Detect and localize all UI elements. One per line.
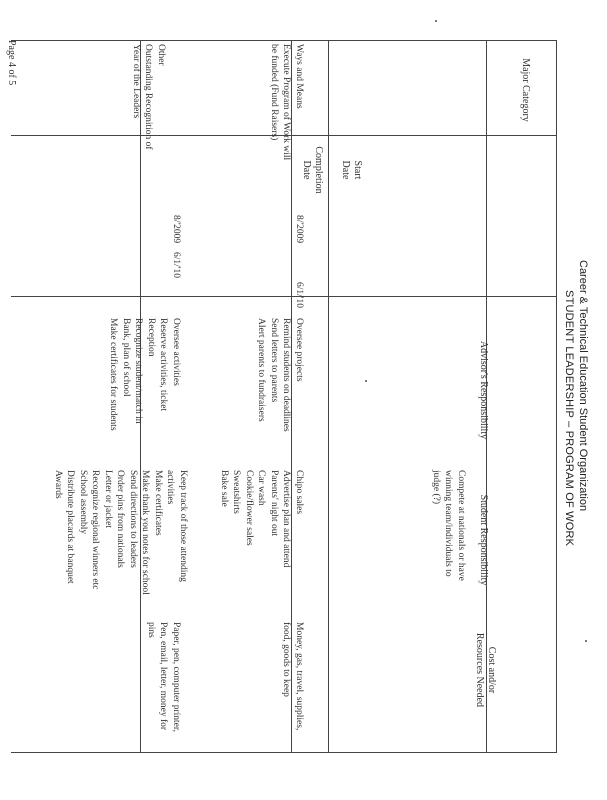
row1-student-line: Parents' night out — [269, 470, 279, 537]
row2-student — [52, 470, 190, 595]
continued-student-line: judge (?) — [431, 470, 441, 505]
row2-advisor-line: Oversee activities — [171, 318, 181, 386]
row1-category-line: Ways and Means — [294, 44, 304, 109]
row2-category — [130, 44, 168, 150]
row2-student-line: Keep track of those attending — [178, 470, 188, 582]
row2-student-line: Recognize regional winners etc — [90, 470, 101, 590]
row1-student-line: Bake sale — [219, 470, 229, 507]
row1-student — [218, 470, 306, 567]
row1-cost-line: food, goods to keep — [281, 622, 292, 697]
row2-advisor-line: Make certificates for students — [108, 318, 119, 431]
continued-student-line: Compete at nationals or have — [456, 470, 466, 581]
header-cost-line1: Cost and/or — [486, 646, 497, 694]
row1-student-line: Sweatshirts — [231, 470, 242, 514]
row1-advisor-line: Oversee projects — [294, 318, 304, 382]
row2-cost — [145, 622, 183, 732]
row1-completion-date: 6/1/'10 — [294, 282, 304, 308]
header-completion-line2: Date — [301, 160, 312, 180]
row2-cost-line: Paper, pen, computer printer, — [171, 622, 181, 733]
continued-student-cell — [430, 470, 468, 581]
row2-start-date: 8/'2009 — [171, 215, 181, 244]
row2-category-line: Outstanding Recognition of — [143, 44, 154, 150]
row1-category-line: Execute Program of Work will — [281, 44, 292, 161]
header-major-category: Major Category — [520, 58, 531, 122]
header-cost — [473, 625, 497, 715]
document-title: Career & Technical Education Student Organization — [577, 260, 589, 512]
scan-speck — [435, 20, 437, 22]
header-start-line2: Date — [340, 160, 351, 180]
row1-cost-line: Money, gas, travel, supplies, — [294, 622, 304, 731]
scan-speck — [365, 380, 367, 382]
row2-student-line: Awards — [53, 470, 63, 499]
row1-advisor-line: Send letters to parents — [269, 318, 279, 403]
row2-student-line: activities — [165, 470, 176, 505]
row2-advisor-line: Reserve activities, ticket — [158, 318, 169, 412]
row2-student-line: School assembly — [78, 470, 88, 535]
row2-cost-line: pins — [146, 622, 156, 638]
row1-student-line: Cookie/flower sales — [244, 470, 254, 546]
row2-advisor-line: Recognize student/match in — [133, 318, 144, 424]
row2-student-line: Make certificates — [153, 470, 163, 536]
page-number: Page 4 of 5 — [6, 40, 17, 86]
continued-student-line: winning team/individuals to — [443, 470, 454, 577]
row1-cost — [280, 622, 305, 730]
row2-student-line: Letter or jacket — [103, 470, 113, 529]
row2-completion-date: 6/1/'10 — [171, 252, 181, 278]
row2-student-line: Make thank you notes for school — [140, 470, 151, 595]
row2-advisor-line: Reception — [146, 318, 156, 357]
row2-student-line: Order pins from nationals — [115, 470, 126, 568]
table-top-border — [556, 40, 557, 752]
header-start-line1: Start — [352, 160, 363, 180]
row1-student-line: Car wash — [256, 470, 267, 506]
header-cost-line2: Resources Needed — [474, 632, 485, 708]
row-divider-bottom — [11, 752, 557, 753]
row2-student-line: Send directions to leaders — [128, 470, 138, 568]
row2-category-line: Other — [156, 44, 166, 66]
row2-category-line: Year of the Leaders — [131, 44, 141, 119]
row1-student-line: Advertise plan and attend — [281, 470, 292, 568]
header-completion-line1: Completion — [313, 146, 324, 194]
row2-student-line: Distribute placards at banquet — [65, 470, 76, 584]
header-student-responsibility: Student Responsibility — [478, 494, 489, 586]
header-advisor-responsibility-visible: Advisor's Responsibility — [478, 340, 489, 440]
header-start-date — [339, 140, 363, 200]
row1-advisor-line: Alert parents to fundraisers — [256, 318, 267, 422]
row1-advisor — [255, 318, 305, 432]
row2-advisor-line: Bank, plan of school — [121, 318, 131, 397]
row1-student-line: Chipo sales — [294, 470, 304, 515]
row-divider-waysmeans — [11, 296, 557, 297]
row1-category-line: be funded (Fund Raisers) — [269, 44, 279, 141]
row-divider-top — [11, 40, 557, 41]
row1-start-date: 8/'2009 — [294, 215, 304, 244]
row2-advisor — [107, 318, 182, 431]
document-subtitle: STUDENT LEADERSHIP – PROGRAM OF WORK — [563, 290, 575, 547]
row1-advisor-line: Remind students on deadlines — [281, 318, 292, 432]
column-divider-start — [328, 40, 329, 752]
scan-speck — [585, 640, 587, 642]
row2-cost-line: Pen, email, letter, money for — [158, 622, 169, 731]
row1-category — [268, 44, 306, 160]
